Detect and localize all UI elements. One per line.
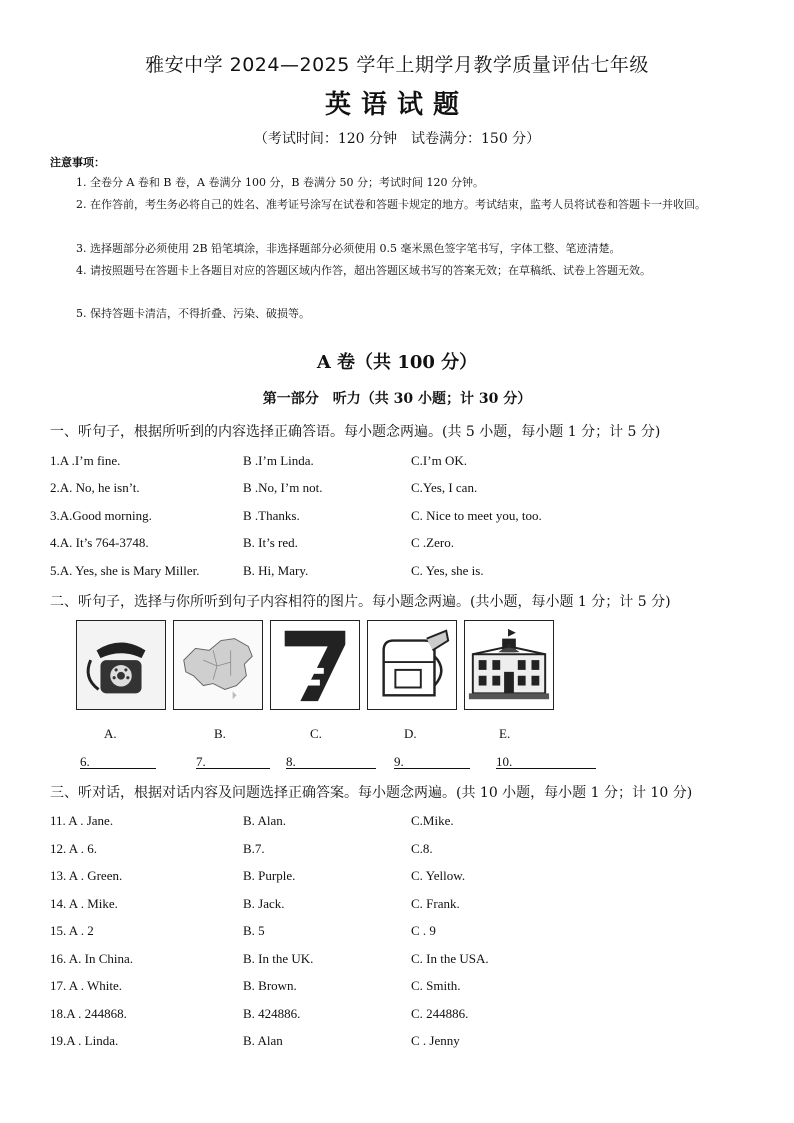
part1-title: 第一部分 听力（共 30 小题；计 30 分） [262,391,532,407]
option-c: C. Nice to meet you, too. [411,508,542,523]
option-b: B. 5 [243,923,265,938]
option-a: 16. A. In China. [50,951,134,966]
option-b: B. Brown. [243,978,297,993]
q2-heading: 二、听句子，选择与你所听到句子内容相符的图片。每小题念两遍。(共小题，每小题 1 分；计 5 分) [50,594,671,610]
option-c: C. Yellow. [411,868,466,883]
option-b: B. Jack. [243,896,285,911]
note-item: 5. 保持答题卡清洁，不得折叠、污染、破损等。 [76,307,310,320]
option-a: 13. A . Green. [50,868,123,883]
option-a: 3.A.Good morning. [50,508,152,523]
option-b: B. Alan. [243,813,286,828]
option-a: 11. A . Jane. [50,813,114,828]
option-c: C . Jenny [411,1033,460,1048]
option-c: C. Smith. [411,978,461,993]
option-c: C. Yes, she is. [411,563,484,578]
option-b: B .No, I’m not. [243,480,323,495]
option-c: C. Frank. [411,896,460,911]
option-a: 12. A . 6. [50,841,97,856]
option-b: B. Hi, Mary. [243,563,309,578]
number-seven-icon [270,620,360,710]
section-a-title: A 卷（共 100 分） [316,352,478,373]
question-row [50,563,750,585]
picture-label: D. [404,726,417,741]
option-c: C.I’m OK. [411,453,467,468]
picture-label: C. [310,726,322,741]
option-b: B. Purple. [243,868,296,883]
option-b: B. It’s red. [243,535,298,550]
option-b: B .I’m Linda. [243,453,314,468]
option-a: 17. A . White. [50,978,122,993]
question-row [50,453,750,475]
option-c: C.Mike. [411,813,454,828]
exam-time-info: （考试时间：120 分钟 试卷满分：150 分） [253,131,541,147]
option-a: 4.A. It’s 764-3748. [50,535,149,550]
question-row [50,535,750,557]
school-building-icon [464,620,554,710]
option-a: 2.A. No, he isn’t. [50,480,140,495]
question-row [50,480,750,502]
question-row [50,508,750,530]
option-c: C. 244886. [411,1006,469,1021]
note-item: 3. 选择题部分必须使用 2B 铅笔填涂，非选择题部分必须使用 0.5 毫米黑色签字笔书写，字体工整、笔迹清楚。 [76,242,621,255]
option-a: 5.A. Yes, she is Mary Miller. [50,563,200,578]
blank-number: 8. [286,754,296,769]
q3-heading: 三、听对话，根据对话内容及问题选择正确答案。每小题念两遍。(共 10 小题，每小题 1 分；计 10 分) [50,785,693,801]
option-b: B.7. [243,841,265,856]
question-row [50,841,750,863]
option-c: C .Zero. [411,535,454,550]
option-a: 19.A . Linda. [50,1033,119,1048]
option-a: 18.A . 244868. [50,1006,127,1021]
picture-label: B. [214,726,226,741]
question-row [50,868,750,890]
answer-blank[interactable] [394,754,470,769]
notes-heading: 注意事项： [50,156,105,169]
picture-label: A. [104,726,117,741]
blank-number: 10. [496,754,513,769]
option-a: 1.A .I’m fine. [50,453,121,468]
question-row [50,1033,750,1055]
question-row [50,923,750,945]
exam-subject-title: 英语试题 [324,90,469,120]
answer-blank[interactable] [496,754,596,769]
question-row [50,978,750,1000]
option-b: B. Alan [243,1033,283,1048]
option-b: B .Thanks. [243,508,300,523]
china-map-icon [173,620,263,710]
option-b: B. 424886. [243,1006,301,1021]
option-c: C. In the USA. [411,951,489,966]
note-item: 1. 全卷分 A 卷和 B 卷，A 卷满分 100 分，B 卷满分 50 分；考试时间 120 分钟。 [76,176,484,189]
q1-heading: 一、听句子，根据所听到的内容选择正确答语。每小题念两遍。(共 5 小题，每小题 1 分；计 5 分) [50,424,661,440]
backpack-icon [367,620,457,710]
question-row [50,896,750,918]
question-row [50,951,750,973]
note-item: 4. 请按照题号在答题卡上各题目对应的答题区域内作答，超出答题区域书写的答案无效；在草稿纸、试卷上答题无效。 [76,264,651,277]
option-c: C.8. [411,841,433,856]
blank-number: 7. [196,754,206,769]
exam-school-title: 雅安中学 2024—2025 学年上期学月教学质量评估七年级 [145,54,649,76]
option-a: 14. A . Mike. [50,896,118,911]
blank-number: 9. [394,754,404,769]
note-item: 2. 在作答前，考生务必将自己的姓名、准考证号涂写在试卷和答题卡规定的地方。考试结束，监考人员将试卷和答题卡一并收回。 [76,198,706,211]
answer-blank[interactable] [196,754,270,769]
picture-label: E. [499,726,511,741]
telephone-icon [76,620,166,710]
question-row [50,813,750,835]
answer-blank[interactable] [286,754,376,769]
blank-number: 6. [80,754,90,769]
question-row [50,1006,750,1028]
option-b: B. In the UK. [243,951,314,966]
option-a: 15. A . 2 [50,923,94,938]
option-c: C . 9 [411,923,436,938]
option-c: C.Yes, I can. [411,480,478,495]
answer-blank[interactable] [80,754,156,769]
